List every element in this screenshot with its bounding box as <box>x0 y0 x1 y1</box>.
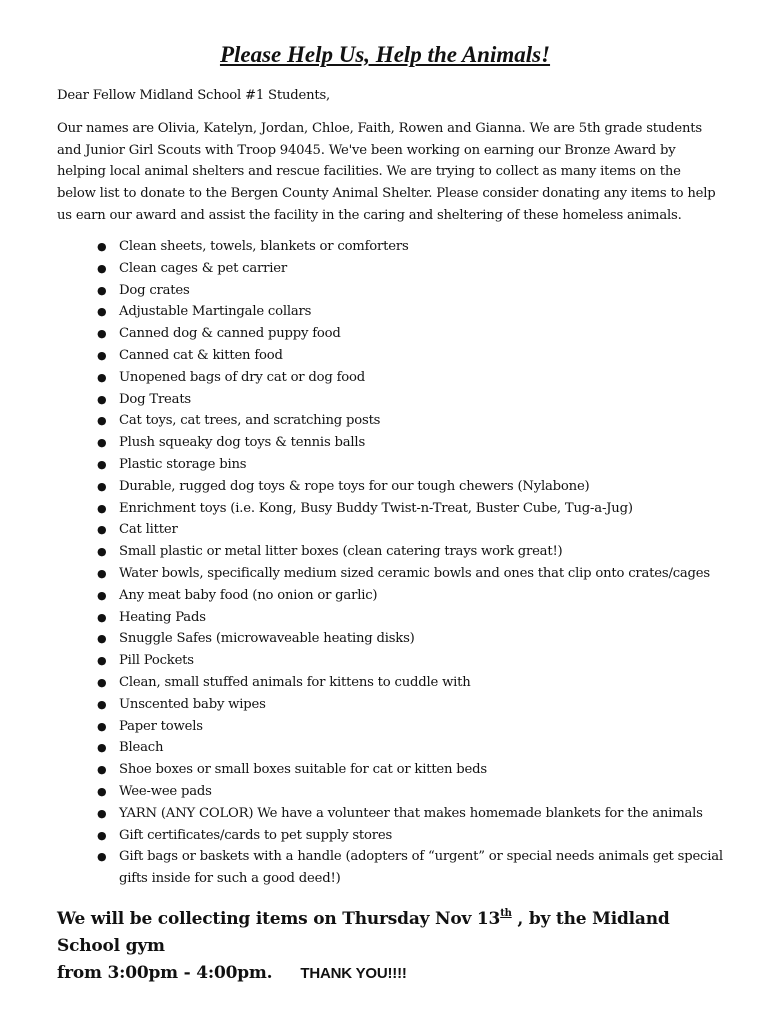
list-item-text: Dog crates <box>119 282 190 298</box>
page-title: Please Help Us, Help the Animals! <box>219 42 551 67</box>
bullet-icon: ● <box>97 348 107 362</box>
list-item-text: Clean sheets, towels, blankets or comforters <box>119 239 409 254</box>
bullet-icon: ● <box>97 654 107 668</box>
list-item <box>95 454 725 476</box>
list-item <box>95 563 725 585</box>
list-item <box>95 498 725 520</box>
list-item <box>95 541 725 563</box>
greeting: Dear Fellow Midland School #1 Students, <box>57 88 331 103</box>
list-item-text: Snuggle Safes (microwaveable heating disks) <box>119 631 415 647</box>
bullet-icon: ● <box>97 392 107 406</box>
list-item <box>95 323 725 345</box>
list-item <box>95 236 725 258</box>
list-item <box>95 846 725 890</box>
list-item-text: Dog Treats <box>119 391 191 407</box>
list-item <box>95 432 725 454</box>
bullet-icon: ● <box>97 784 107 798</box>
bullet-icon: ● <box>97 327 107 341</box>
list-item-text: Bleach <box>119 740 164 756</box>
bullet-icon: ● <box>97 610 107 624</box>
bullet-icon: ● <box>97 261 107 275</box>
list-item-text: Adjustable Martingale collars <box>119 304 312 320</box>
bullet-icon: ● <box>97 741 107 755</box>
bullet-icon: ● <box>97 588 107 602</box>
list-item <box>95 367 725 389</box>
date-superscript: th <box>500 908 512 919</box>
bullet-icon: ● <box>97 305 107 319</box>
bullet-icon: ● <box>97 414 107 428</box>
list-item-text: Cat litter <box>119 522 178 538</box>
bullet-icon: ● <box>97 719 107 733</box>
list-item-text: Heating Pads <box>119 609 206 625</box>
collection-location-text: , by the Midland School gym <box>57 909 670 956</box>
list-item <box>95 345 725 367</box>
thank-you-text: THANK YOU!!!! <box>300 965 407 982</box>
bullet-icon: ● <box>97 850 107 864</box>
list-item <box>95 301 725 323</box>
list-item-text: Enrichment toys (i.e. Kong, Busy Buddy Twist-n-Treat, Buster Cube, Tug-a-Jug) <box>119 500 633 516</box>
bullet-icon: ● <box>97 501 107 515</box>
bullet-icon: ● <box>97 763 107 777</box>
bullet-icon: ● <box>97 697 107 711</box>
list-item-text: Unopened bags of dry cat or dog food <box>119 369 366 385</box>
bullet-icon: ● <box>97 523 107 537</box>
list-item-text: Canned dog & canned puppy food <box>119 326 341 342</box>
list-item-text: Wee-wee pads <box>119 783 212 799</box>
bullet-icon: ● <box>97 240 107 253</box>
donation-list <box>95 236 725 890</box>
list-item-text: Small plastic or metal litter boxes (clean catering trays work great!) <box>119 544 563 560</box>
list-item <box>95 476 725 498</box>
list-item <box>95 672 725 694</box>
list-item-text: YARN (ANY COLOR) We have a volunteer that makes homemade blankets for the animals <box>119 805 703 821</box>
list-item <box>95 607 725 629</box>
bullet-icon: ● <box>97 566 107 580</box>
list-item <box>95 410 725 432</box>
list-item <box>95 585 725 607</box>
bullet-icon: ● <box>97 457 107 471</box>
list-item <box>95 628 725 650</box>
list-item-text: Gift certificates/cards to pet supply stores <box>119 827 393 843</box>
list-item <box>95 781 725 803</box>
collection-date-text: We will be collecting items on Thursday Nov 13 <box>57 909 501 929</box>
list-item-text: Durable, rugged dog toys & rope toys for our tough chewers (Nylabone) <box>119 478 590 494</box>
collection-time-text: from 3:00pm - 4:00pm. <box>57 963 273 983</box>
bullet-icon: ● <box>97 545 107 559</box>
bullet-icon: ● <box>97 479 107 493</box>
list-item <box>95 716 725 738</box>
list-item <box>95 258 725 280</box>
list-item-text: Clean cages & pet carrier <box>119 260 287 276</box>
collection-notice <box>57 900 737 987</box>
bullet-icon: ● <box>97 283 107 297</box>
list-item-text: Plush squeaky dog toys & tennis balls <box>119 435 366 451</box>
list-item-text: Plastic storage bins <box>119 456 247 472</box>
intro-paragraph: Our names are Olivia, Katelyn, Jordan, Chloe, Faith, Rowen and Gianna. We are 5th grade students and Junior Girl Scouts with Troop 94045. We've been working on earning our Bronze Award by helping local animal shelters and rescue facilities. We are trying to collect as many items on the below list to donate to the Bergen County Animal Shelter. Please consider donating any items to help us earn our award and assist the facility in the caring and sheltering of these homeless animals. <box>57 121 716 223</box>
list-item-text: Shoe boxes or small boxes suitable for cat or kitten beds <box>119 762 487 778</box>
list-item <box>95 650 725 672</box>
list-item-text: Paper towels <box>119 718 203 734</box>
bullet-icon: ● <box>97 675 107 689</box>
list-item <box>95 389 725 411</box>
bullet-icon: ● <box>97 436 107 450</box>
list-item-text: Any meat baby food (no onion or garlic) <box>119 587 378 603</box>
list-item-text: Canned cat & kitten food <box>119 347 283 363</box>
bullet-icon: ● <box>97 828 107 842</box>
list-item-text: Unscented baby wipes <box>119 696 266 712</box>
bullet-icon: ● <box>97 806 107 820</box>
list-item <box>95 825 725 847</box>
list-item <box>95 759 725 781</box>
list-item-text: Cat toys, cat trees, and scratching posts <box>119 413 381 429</box>
list-item-text: Pill Pockets <box>119 653 194 669</box>
list-item <box>95 803 725 825</box>
list-item <box>95 519 725 541</box>
list-item <box>95 694 725 716</box>
bullet-icon: ● <box>97 370 107 384</box>
list-item <box>95 737 725 759</box>
list-item <box>95 280 725 302</box>
list-item-text: Water bowls, specifically medium sized ceramic bowls and ones that clip onto crates/cages <box>119 565 710 581</box>
list-item-text: Clean, small stuffed animals for kittens to cuddle with <box>119 674 471 690</box>
bullet-icon: ● <box>97 632 107 646</box>
list-item-text: Gift bags or baskets with a handle (adopters of “urgent” or special needs animals get special gifts inside for such a good deed!) <box>119 849 723 887</box>
